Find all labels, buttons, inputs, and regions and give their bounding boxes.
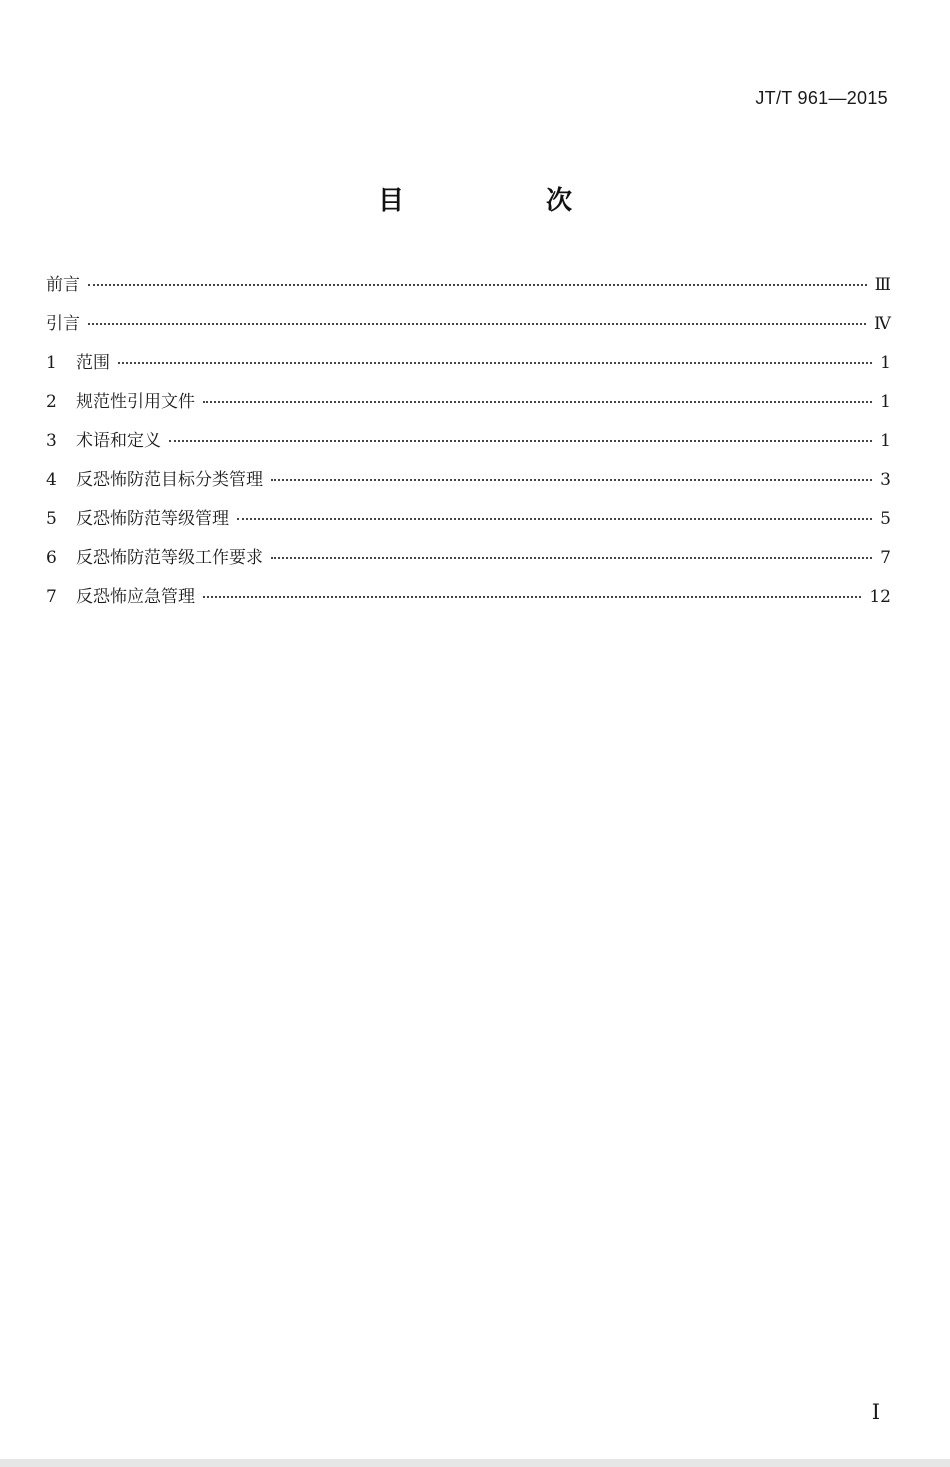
toc-entry-text: 引言 xyxy=(46,314,80,334)
toc-entry-text: 规范性引用文件 xyxy=(76,392,195,412)
toc-entry-text: 反恐怖应急管理 xyxy=(76,587,195,607)
toc-entry-6[interactable] xyxy=(46,543,891,582)
page-number: Ⅰ xyxy=(871,1400,880,1424)
toc-entry-7[interactable] xyxy=(46,582,891,621)
toc-entry-page: 7 xyxy=(880,548,891,568)
dot-leader xyxy=(203,596,861,598)
toc-entry-number: 7 xyxy=(46,587,57,607)
dot-leader xyxy=(88,323,866,325)
toc-entry-page: Ⅳ xyxy=(874,314,891,334)
toc-entry-page: Ⅲ xyxy=(874,275,891,295)
toc-entry-text: 术语和定义 xyxy=(76,431,161,451)
toc-entry-3[interactable] xyxy=(46,426,891,465)
toc-entry-page: 1 xyxy=(880,392,891,412)
toc-entry-5[interactable] xyxy=(46,504,891,543)
dot-leader xyxy=(118,362,872,364)
table-of-contents xyxy=(46,270,891,621)
toc-entry-text: 前言 xyxy=(46,275,80,295)
toc-entry-text: 范围 xyxy=(76,353,110,373)
toc-entry-page: 12 xyxy=(869,587,891,607)
toc-entry-text: 反恐怖防范等级工作要求 xyxy=(76,548,263,568)
toc-entry-page: 5 xyxy=(880,509,891,529)
toc-entry-page: 1 xyxy=(880,353,891,373)
toc-entry-2[interactable] xyxy=(46,387,891,426)
toc-entry-number: 3 xyxy=(46,431,57,451)
toc-entry-page: 1 xyxy=(880,431,891,451)
dot-leader xyxy=(237,518,872,520)
toc-title: 目 次 xyxy=(377,186,630,216)
toc-entry-page: 3 xyxy=(880,470,891,490)
toc-entry-text: 反恐怖防范等级管理 xyxy=(76,509,229,529)
toc-entry-1[interactable] xyxy=(46,348,891,387)
toc-entry-4[interactable] xyxy=(46,465,891,504)
toc-entry-number: 4 xyxy=(46,470,57,490)
page-bottom-edge xyxy=(0,1459,950,1467)
dot-leader xyxy=(169,440,872,442)
toc-entry-introduction[interactable] xyxy=(46,309,891,348)
toc-entry-number: 1 xyxy=(46,353,57,373)
dot-leader xyxy=(271,557,872,559)
toc-entry-number: 6 xyxy=(46,548,57,568)
toc-entry-number: 2 xyxy=(46,392,57,412)
toc-entry-number: 5 xyxy=(46,509,57,529)
dot-leader xyxy=(203,401,872,403)
toc-entry-text: 反恐怖防范目标分类管理 xyxy=(76,470,263,490)
dot-leader xyxy=(88,284,867,286)
standard-code: JT/T 961—2015 xyxy=(755,88,888,108)
toc-entry-foreword[interactable] xyxy=(46,270,891,309)
dot-leader xyxy=(271,479,872,481)
